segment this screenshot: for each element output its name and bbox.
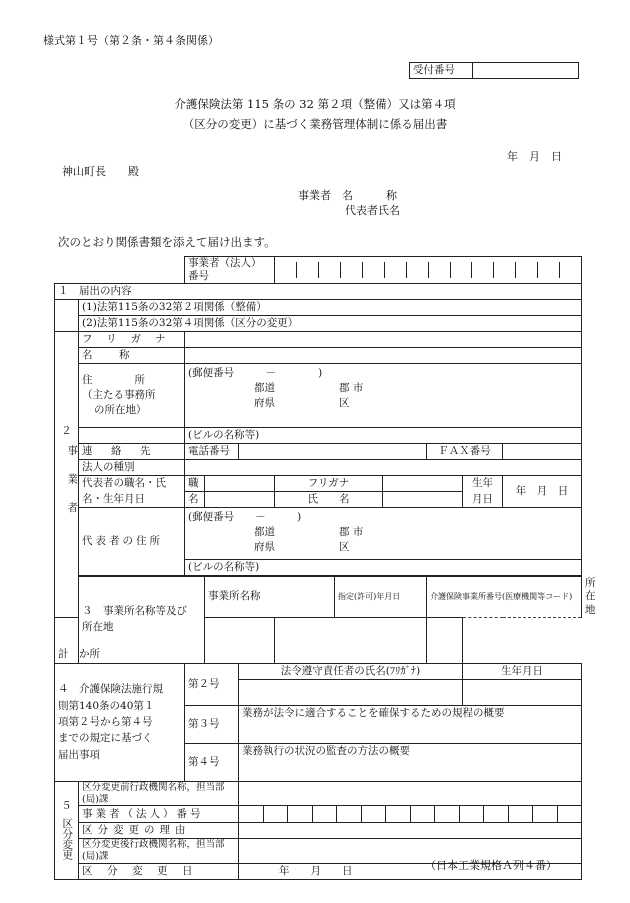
- to-do-label: 都道: [254, 381, 275, 394]
- applicant-rep-label: 代表者氏名: [345, 204, 400, 217]
- sec3-no-field[interactable]: [275, 617, 427, 647]
- corp-type-field[interactable]: [185, 460, 582, 476]
- address-field[interactable]: [185, 364, 582, 428]
- shimei-label: 氏 名: [275, 492, 383, 508]
- sec5-r3-field[interactable]: [239, 823, 582, 839]
- sec3-name-field[interactable]: [55, 617, 205, 647]
- sec3-date-field[interactable]: [205, 617, 275, 647]
- fu-ken-label-2: 府県: [254, 540, 275, 553]
- sec5-business-no-boxes[interactable]: [239, 806, 582, 823]
- title-line-1: 介護保険法第 115 条の 32 第２項（整備）又は第４項: [174, 97, 456, 111]
- rep-furigana-field[interactable]: [383, 476, 463, 492]
- sec3-loc-field[interactable]: [427, 617, 463, 647]
- compliance-birth-field[interactable]: [463, 679, 582, 705]
- item4-field[interactable]: [239, 759, 582, 781]
- receipt-number-field[interactable]: [473, 63, 579, 79]
- phone-field[interactable]: [239, 444, 427, 460]
- fu-ken-label: 府県: [254, 396, 275, 409]
- sec2-side-label: [55, 332, 79, 617]
- corp-type-label: 法人の種別: [79, 460, 185, 476]
- sec5-r1-field[interactable]: [239, 781, 582, 806]
- name-label: 名 称: [79, 348, 185, 364]
- receipt-label: 受付番号: [410, 63, 473, 79]
- sec4-title-l1: ４ 介護保険法施行規: [58, 683, 163, 696]
- rep-title-label-l1: 職: [185, 476, 205, 492]
- footer-note: （日本工業規格Ａ列４番）: [425, 859, 557, 872]
- compliance-name-field[interactable]: [239, 679, 463, 705]
- rep-title-label-l2: 名: [185, 492, 205, 508]
- rep-info-label-l1: 代表者の職名・氏: [79, 476, 185, 492]
- item4-desc: 業務執行の状況の監査の方法の概要: [239, 743, 582, 759]
- sec4-title: [55, 663, 185, 781]
- sec1-title: １ 届出の内容: [55, 284, 582, 300]
- rep-building-field[interactable]: (ビルの名称等): [185, 560, 582, 576]
- business-no-boxes[interactable]: [275, 257, 582, 284]
- sec3-col-no: 介護保険事業所番号(医療機関等コード): [427, 577, 582, 617]
- name-field[interactable]: [185, 348, 582, 364]
- sec3-col-name: 事業所名称: [205, 577, 335, 617]
- sec5-r3-label: 区分変更の理由: [79, 823, 239, 839]
- business-no-label: 事業者（法人）番号: [185, 257, 275, 284]
- sec5-side-text: 区分変更: [61, 818, 74, 861]
- postal-code-2: (郵便番号 － ): [188, 511, 302, 524]
- title-line-2: （区分の変更）に基づく業務管理体制に係る届出書: [182, 117, 448, 131]
- ku-label-2: 区: [339, 540, 350, 553]
- phone-label: 電話番号: [185, 444, 239, 460]
- to-do-label-2: 都道: [254, 525, 275, 538]
- rep-address-field[interactable]: [185, 508, 582, 560]
- rep-birthdate-field[interactable]: 年 月 日: [503, 476, 582, 508]
- furigana-field[interactable]: [185, 332, 582, 348]
- address-label-l2: （主たる事務所: [82, 389, 156, 402]
- item3-desc: 業務が法令に適合することを確保するための規程の概要: [239, 705, 582, 721]
- fax-field[interactable]: [503, 444, 582, 460]
- sec1-option-2[interactable]: (2)法第115条の32第４項関係（区分の変更）: [79, 316, 582, 332]
- sec3-total: 計 か所: [55, 647, 205, 663]
- address-label: [79, 364, 185, 428]
- sec3-title-l2: 所在地: [82, 620, 114, 633]
- item3-field[interactable]: [239, 721, 582, 743]
- sec3-title-l1: ３ 事業所名称等及び: [82, 605, 187, 618]
- sec4-title-l3: 項第２号から第４号: [58, 715, 153, 728]
- furigana-label: フリガナ: [79, 332, 185, 348]
- building-name-field[interactable]: (ビルの名称等): [185, 428, 582, 444]
- intro-text: 次のとおり関係書類を添えて届け出ます。: [58, 235, 276, 249]
- sec5-r2-label: 事業者（法人）番号: [79, 806, 239, 823]
- addressee: 神山町長 殿: [62, 165, 139, 178]
- gun-shi-label: 郡 市: [339, 381, 364, 394]
- notification-form-table: 事業者（法人）番号 １ 届出の内容 (1)法第115条の32第２項関係（整備） (2)法第115条の32第４項関係（区分の変更） ２ 事業者 フリガナ 名 称 住 所 （主たる事務所 の所在地） (郵便番号 － ) 都道 郡 市 府県 区 (ビルの名称等) 連 絡 先 電話番号 ＦＡＸ番号 法人の種別 代表者の職名・氏 職 フリガナ 生年 年 月 日 名・生年月日 名 氏 名 月日 代表者の住所 (郵便番号 － ) 都道 郡 市 府県 区 (ビルの名称等) ３ 事業所名称等及び 所在地 事業所名称 指定(許可)年月日 介護保険事業所番号(医療機関等コード) 所 在 地 計 か所 ４ 介護保険法施行規 則第140条の40第１ 項第２号から第４号 までの規定に基づく 届出事項 第２号 法令遵守責任者の氏名(ﾌﾘｶﾞﾅ) 生年月日 第３号 業務が法令に適合することを確保するための規程の概要 第４号 業務執行の状況の監査の方法の概要 ５ 区分変更 区分変更前行政機関名称，担当部(局)課 事業者（法人）番号 区分変更の理由 区分変更後行政機関名称，担当部(局)課 区 分 変 更 日 年 月 日: [54, 256, 582, 880]
- sec4-title-l4: までの規定に基づく: [58, 732, 153, 745]
- sec1-option-1[interactable]: (1)法第115条の32第２項関係（整備）: [79, 300, 582, 316]
- sec5-side-label: [55, 781, 79, 880]
- sec4-item3: 第３号: [185, 705, 239, 743]
- receipt-box: [409, 62, 579, 79]
- sec5-r1-label: 区分変更前行政機関名称，担当部(局)課: [79, 781, 239, 806]
- sec3-col-date: 指定(許可)年月日: [335, 577, 427, 617]
- address-label-l3: の所在地）: [94, 404, 147, 417]
- sec2-number: ２: [61, 425, 72, 438]
- sec5-r5-label: 区 分 変 更 日: [79, 864, 239, 880]
- sec4-title-l2: 則第140条の40第１: [58, 699, 155, 712]
- sec4-item4: 第４号: [185, 743, 239, 781]
- gun-shi-label-2: 郡 市: [339, 525, 364, 538]
- sec5-r5-field[interactable]: 年 月 日: [239, 864, 582, 880]
- contact-label: 連 絡 先: [79, 444, 185, 460]
- address-label-l1: 住 所: [82, 373, 145, 386]
- postal-code-1: (郵便番号 － ): [188, 367, 323, 380]
- fax-label: ＦＡＸ番号: [427, 444, 503, 460]
- applicant-name-label: 事業者 名 称: [298, 189, 397, 202]
- sec2-side-text: 事業者: [66, 445, 79, 531]
- sec5-r4-label: 区分変更後行政機関名称，担当部(局)課: [79, 839, 239, 864]
- sec5-number: ５: [61, 799, 72, 812]
- rep-name-field[interactable]: [383, 492, 463, 508]
- furigana2-label: フリガナ: [275, 476, 383, 492]
- rep-title-field[interactable]: [205, 476, 275, 492]
- rep-address-label: 代表者の住所: [79, 508, 185, 576]
- compliance-name-label: 法令遵守責任者の氏名(ﾌﾘｶﾞﾅ): [239, 663, 463, 679]
- sec4-title-l5: 届出事項: [58, 748, 100, 761]
- ku-label: 区: [339, 396, 350, 409]
- sec4-item2: 第２号: [185, 663, 239, 705]
- submission-date[interactable]: 年 月 日: [507, 150, 562, 163]
- birth-label-l1: 生年: [463, 476, 503, 492]
- form-number: 様式第１号（第２条・第４条関係）: [43, 34, 219, 47]
- rep-info-label-l2: 名・生年月日: [79, 492, 185, 508]
- birth-label-l2: 月日: [463, 492, 503, 508]
- compliance-birth-label: 生年月日: [463, 663, 582, 679]
